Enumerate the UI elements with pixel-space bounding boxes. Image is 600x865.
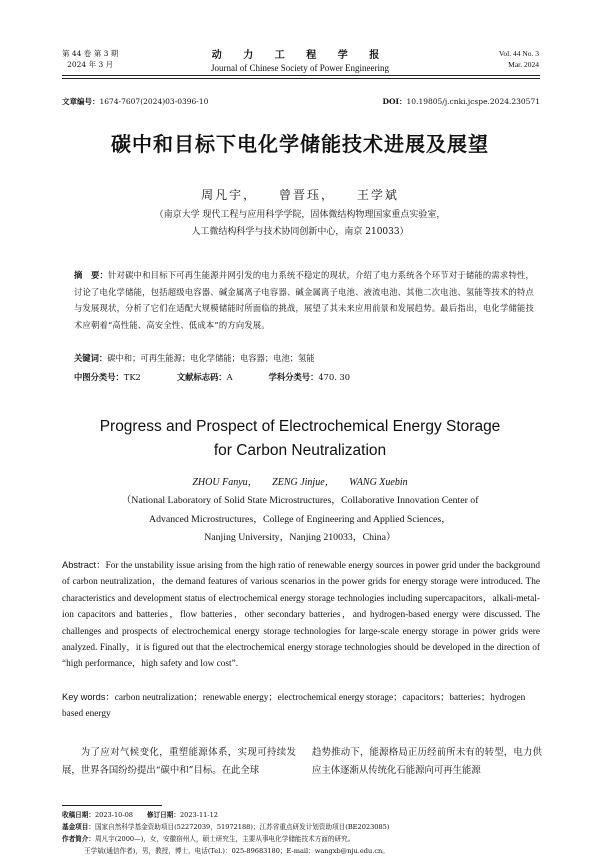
doc-code-label: 文献标志码：	[176, 372, 227, 382]
author-en-2: ZENG Jinjue，	[272, 477, 335, 488]
authors-en	[0, 473, 600, 488]
authors-cn	[0, 186, 600, 203]
body-column-left: 为了应对气候变化，重塑能源体系，实现可持续发展，世界各国纷纷提出“碳中和”目标。在此全球	[62, 747, 296, 776]
affiliation-en-line-2: Advanced Microstructures，College of Engineering and Applied Sciences，	[149, 513, 451, 525]
revised-value: 2023-11-12	[179, 811, 218, 819]
header-rule-thin	[62, 78, 540, 79]
footnote-corresponding: 王学斌(通信作者)，男，教授，博士，电话(Tel.)：025-89683180；E-mail：wangxb@nju.edu.cn。	[84, 847, 389, 855]
author-en-3: WANG Xuebin	[349, 477, 408, 488]
body-column-right: 趋势推动下，能源格局正历经前所未有的转型，电力供应主体逐渐从传统化石能源向可再生能源	[312, 747, 542, 776]
author-en-1: ZHOU Fanyu，	[192, 477, 258, 488]
bio-value: 周凡宇(2000—)，女，安徽宿州人，硕士研究生，主要从事电化学储能技术方面的研究。	[94, 835, 355, 843]
keywords-cn-label: 关键词：	[74, 353, 108, 363]
author-cn-2: 曾晋珏，	[278, 188, 335, 202]
header-left-volume: 第 44 卷 第 3 期	[62, 49, 119, 58]
article-number	[62, 96, 208, 107]
affiliation-cn	[0, 207, 600, 241]
revised-label: 修订日期：	[147, 811, 180, 819]
affiliation-en	[0, 492, 600, 548]
keywords-cn-text: 碳中和；可再生能源；电化学储能；电容器；电池；氢能	[107, 353, 315, 363]
bio-label: 作者简介：	[62, 835, 95, 843]
title-en	[0, 415, 600, 463]
affiliation-en-line-1: （National Laboratory of Solid State Microstructures，Collaborative Innovation Center of	[121, 495, 479, 506]
doc-code-value: A	[226, 372, 233, 382]
header-volume-en	[499, 48, 539, 70]
abstract-en	[62, 557, 540, 673]
keywords-cn	[74, 352, 534, 364]
footnote-author-bio	[62, 833, 542, 845]
subject-value: 470. 30	[318, 372, 351, 382]
header-right-date: Mar. 2024	[508, 60, 539, 69]
header-right-volume: Vol. 44 No. 3	[498, 49, 539, 58]
footnote-fund	[62, 821, 542, 833]
abstract-en-text: For the unstability issue arising from the high ratio of renewable energy sources in power grid under the background of carbon neutralization，the demand features of various scenarios in the power grids for energy storage were introduced. The characteristics and development status of electrochemical energy storage technologies including supercapacitors，alkali-metal-ion capacitors and batteries，flow batteries，other secondary batteries，and hydrogen-based energy were discussed. The challenges and prospects of electrochemical energy storage technologies for large-scale energy storage in power grids were analyzed. Finally，it is figured out that the electrochemical energy storage technologies should be developed in the direction of “high performance，high safety and low cost”.	[62, 561, 540, 670]
received-label: 收稿日期：	[62, 811, 95, 819]
affiliation-en-line-3: Nanjing University，Nanjing 210033，China）	[204, 532, 396, 543]
journal-name-en: Journal of Chinese Society of Power Engineering	[211, 63, 389, 73]
header-rule-thick	[62, 75, 540, 76]
doi-value: 10.19805/j.cnki.jcspe.2024.230571	[406, 97, 540, 106]
fund-label: 基金项目：	[62, 823, 95, 831]
affiliation-cn-line-2: 人工微结构科学与技术协同创新中心，南京 210033）	[191, 227, 409, 237]
abstract-cn	[74, 267, 534, 333]
footnote-dates	[62, 809, 542, 821]
classification-line	[74, 371, 534, 383]
clc-value: TK2	[123, 372, 141, 382]
article-number-label: 文章编号：	[62, 97, 100, 106]
title-en-line-1: Progress and Prospect of Electrochemical Energy Storage	[99, 418, 501, 435]
author-cn-1: 周凡宇，	[201, 188, 258, 202]
abstract-en-label: Abstract：	[62, 560, 106, 570]
fund-value: 国家自然科学基金资助项目(52272039，51972188)；江苏省重点研发计划资助项目(BE2023085)	[94, 823, 390, 831]
doi-label: DOI：	[382, 97, 407, 106]
keywords-en-text: carbon neutralization；renewable energy；electrochemical energy storage；capacitors；batteries；hydrogen based energy	[62, 693, 526, 720]
footnotes	[62, 809, 542, 857]
title-cn: 碳中和目标下电化学储能技术进展及展望	[111, 132, 489, 156]
header-left-date: 2024 年 3 月	[67, 60, 114, 69]
title-en-line-2: for Carbon Neutralization	[213, 442, 387, 459]
article-doi	[382, 96, 540, 107]
abstract-cn-text: 针对碳中和目标下可再生能源并网引发的电力系统不稳定的现状，介绍了电力系统各个环节对于储能的需求特性，讨论了电化学储能，包括超级电容器、碱金属离子电容器、碱金属离子电池、液流电池、其他二次电池、氢能等技术的特点与发展现状，分析了它们在适配大规模储能时所面临的挑战，展望了其未来应用前景和发展趋势。最后指出，电化学储能技术应朝着“高性能、高安全性、低成本”的方向发展。	[74, 270, 534, 330]
abstract-cn-label: 摘 要：	[74, 270, 109, 280]
clc-label: 中图分类号：	[74, 372, 124, 382]
footnote-rule	[62, 805, 162, 806]
keywords-en	[62, 689, 540, 723]
subject-label: 学科分类号：	[268, 372, 319, 382]
article-number-value: 1674-7607(2024)03-0396-10	[99, 97, 209, 106]
affiliation-cn-line-1: （南京大学 现代工程与应用科学学院，固体微结构物理国家重点实验室，	[154, 210, 446, 220]
keywords-en-label: Key words：	[62, 692, 115, 702]
journal-name-cn: 动 力 工 程 学 报	[211, 50, 389, 61]
received-value: 2023-10-08	[94, 811, 133, 819]
author-cn-3: 王学斌	[356, 188, 399, 202]
